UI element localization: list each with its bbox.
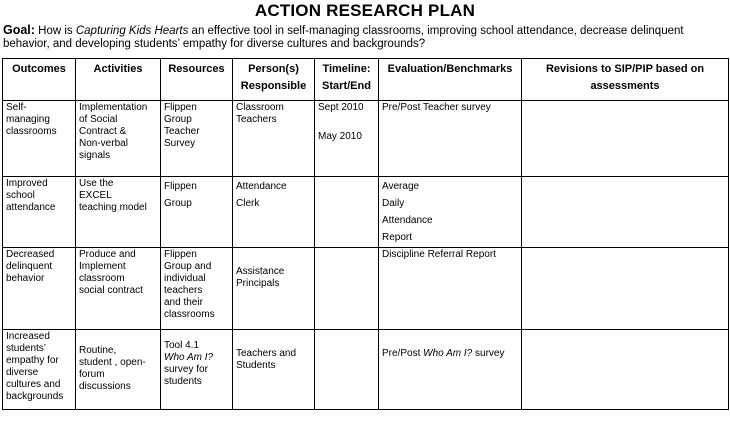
revision-cell [522, 101, 729, 177]
goal-text-before: How is [34, 25, 76, 37]
timeline-end: May 2010 [318, 131, 362, 142]
evaluation-cell: Average Daily Attendance Report [379, 177, 522, 248]
person-cell: Teachers and Students [233, 330, 315, 410]
header-outcomes: Outcomes [3, 59, 76, 101]
table-row [3, 101, 729, 177]
header-revisions: Revisions to SIP/PIP based on assessments [522, 59, 729, 101]
page-title: ACTION RESEARCH PLAN [254, 1, 476, 20]
activity-cell: Implementation of Social Contract & Non-verbal signals [76, 101, 161, 177]
activity-cell: Produce and Implement classroom social contract [76, 248, 161, 330]
timeline-cell [315, 330, 379, 410]
evaluation-cell: Pre/Post Who Am I? survey [379, 330, 522, 410]
table-row [3, 330, 729, 410]
resource-cell: Flippen Group Teacher Survey [161, 101, 233, 177]
timeline-start: Sept 2010 [318, 102, 364, 113]
table-row [3, 248, 729, 330]
person-cell: Assistance Principals [233, 248, 315, 330]
resource-cell: Flippen Group and individual teachers and their classrooms [161, 248, 233, 330]
resource-cell: Tool 4.1 Who Am I? survey for students [161, 330, 233, 410]
header-activities: Activities [76, 59, 161, 101]
person-cell: Classroom Teachers [233, 101, 315, 177]
outcome-cell: Decreased delinquent behavior [3, 248, 76, 330]
revision-cell [522, 177, 729, 248]
goal-label: Goal: [3, 23, 35, 37]
activity-cell: Use the EXCEL teaching model [76, 177, 161, 248]
activity-cell: Routine, student , open- forum discussions [76, 330, 161, 410]
evaluation-cell: Discipline Referral Report [379, 248, 522, 330]
timeline-cell [315, 248, 379, 330]
revision-cell [522, 248, 729, 330]
timeline-cell [315, 177, 379, 248]
timeline-cell [315, 101, 379, 177]
goal-statement [3, 24, 727, 51]
evaluation-cell: Pre/Post Teacher survey [379, 101, 522, 177]
person-cell: Attendance Clerk [233, 177, 315, 248]
header-persons-responsible: Person(s) Responsible [233, 59, 315, 101]
survey-title: Who Am I? [423, 348, 473, 359]
goal-text-after: an effective tool in self-managing classrooms, improving school attendance, decrease delinquent behavior, and developing students’ empathy for diverse cultures and backgrounds? [3, 25, 684, 50]
outcome-cell: Self- managing classrooms [3, 101, 76, 177]
goal-program-name: Capturing Kids Hearts [75, 25, 189, 37]
table-row [3, 177, 729, 248]
outcome-cell: Improved school attendance [3, 177, 76, 248]
action-plan-table [2, 58, 729, 410]
header-timeline: Timeline: Start/End [315, 59, 379, 101]
header-resources: Resources [161, 59, 233, 101]
header-evaluation-benchmarks: Evaluation/Benchmarks [379, 59, 522, 101]
survey-title: Who Am I? [164, 352, 214, 363]
outcome-cell: Increased students’ empathy for diverse cultures and backgrounds [3, 330, 76, 410]
resource-cell: Flippen Group [161, 177, 233, 248]
header-row [3, 59, 729, 101]
revision-cell [522, 330, 729, 410]
